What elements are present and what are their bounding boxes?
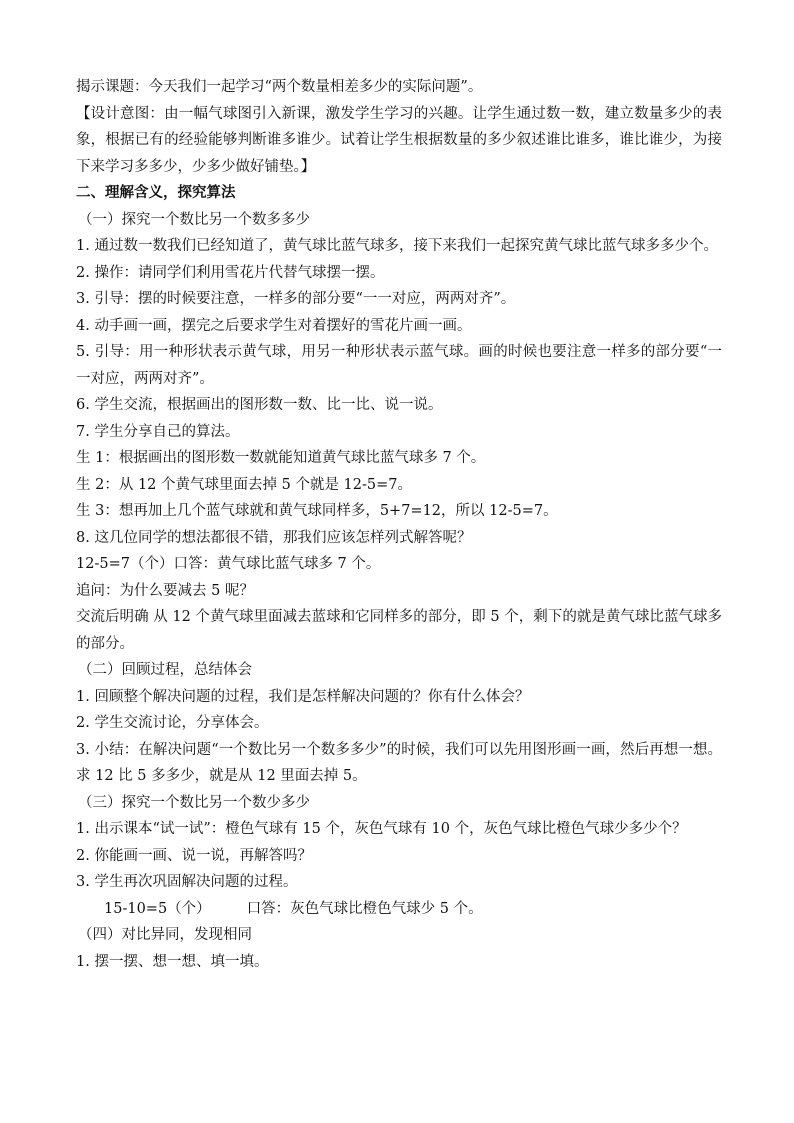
topic-reveal-line: 揭示课题：今天我们一起学习“两个数量相差多少的实际问题”。 (76, 79, 483, 95)
step-2: 2. 操作：请同学们利用雪花片代替气球摆一摆。 (76, 264, 385, 281)
step-3: 3. 引导：摆的时候要注意，一样多的部分要“一一对应，两两对齐”。 (76, 291, 516, 307)
student-1-answer: 生 1：根据画出的图形数一数就能知道黄气球比蓝气球多 7 个。 (76, 450, 486, 466)
try-formula: 15-10=5（个） (104, 900, 211, 917)
formula-answer: 12-5=7（个）口答：黄气球比蓝气球多 7 个。 (76, 556, 381, 572)
section-heading-2: 二、理解含义，探究算法 (76, 184, 236, 201)
step-7: 7. 学生分享自己的算法。 (76, 423, 240, 440)
try-step-3: 3. 学生再次巩固解决问题的过程。 (76, 874, 298, 890)
subsection-heading-4: （四）对比异同，发现相同 (78, 927, 252, 943)
follow-up-question: 追问：为什么要减去 5 呢？ (76, 582, 254, 599)
try-answer: 口答：灰色气球比橙色气球少 5 个。 (246, 900, 483, 917)
step-5: 5. 引导：用一种形状表示黄气球，用另一种形状表示蓝气球。画的时候也要注意一样多的部分要“一一对应，两两对齐”。 (76, 344, 722, 387)
try-step-1: 1. 出示课本“试一试”：橙色气球有 15 个，灰色气球有 10 个，灰色气球比橙色气球少多少个？ (76, 821, 687, 837)
subsection-heading-1: （一）探究一个数比另一个数多多少 (78, 211, 310, 228)
design-intent-paragraph: 【设计意图：由一幅气球图引入新课，激发学生学习的兴趣。让学生通过数一数，建立数量多少的表象，根据已有的经验能够判断谁多谁少。试着让学生根据数量的多少叙述谁比谁多，谁比谁少，为接下来学习多多少，少多少做好铺垫。】 (76, 105, 722, 175)
step-8: 8. 这几位同学的想法都很不错，那我们应该怎样列式解答呢？ (76, 529, 472, 546)
step-1: 1. 通过数一数我们已经知道了，黄气球比蓝气球多，接下来我们一起探究黄气球比蓝气球多多少个。 (76, 238, 718, 254)
student-2-answer: 生 2：从 12 个黄气球里面去掉 5 个就是 12-5=7。 (76, 476, 413, 493)
review-step-1: 1. 回顾整个解决问题的过程，我们是怎样解决问题的？你有什么体会？ (76, 688, 530, 705)
compare-step-1: 1. 摆一摆、想一想、填一填。 (76, 953, 269, 970)
try-step-2: 2. 你能画一画、说一说，再解答吗？ (76, 847, 312, 864)
step-6: 6. 学生交流，根据画出的图形数一数、比一比、说一说。 (76, 397, 443, 413)
clarification-paragraph: 交流后明确 从 12 个黄气球里面减去蓝球和它同样多的部分，即 5 个，剩下的就是黄气球比蓝气球多的部分。 (76, 609, 722, 652)
subsection-heading-3: （三）探究一个数比另一个数少多少 (78, 794, 310, 811)
step-4: 4. 动手画一画，摆完之后要求学生对着摆好的雪花片画一画。 (76, 317, 472, 334)
try-formula-line (76, 896, 722, 923)
student-3-answer: 生 3：想再加上几个蓝气球就和黄气球同样多，5+7=12，所以 12-5=7。 (76, 503, 558, 519)
subsection-heading-2: （二）回顾过程，总结体会 (78, 662, 252, 678)
review-summary: 3. 小结：在解决问题“一个数比另一个数多多少”的时候，我们可以先用图形画一画，然后再想一想。求 12 比 5 多多少，就是从 12 里面去掉 5。 (76, 741, 722, 784)
review-step-2: 2. 学生交流讨论，分享体会。 (76, 715, 269, 731)
